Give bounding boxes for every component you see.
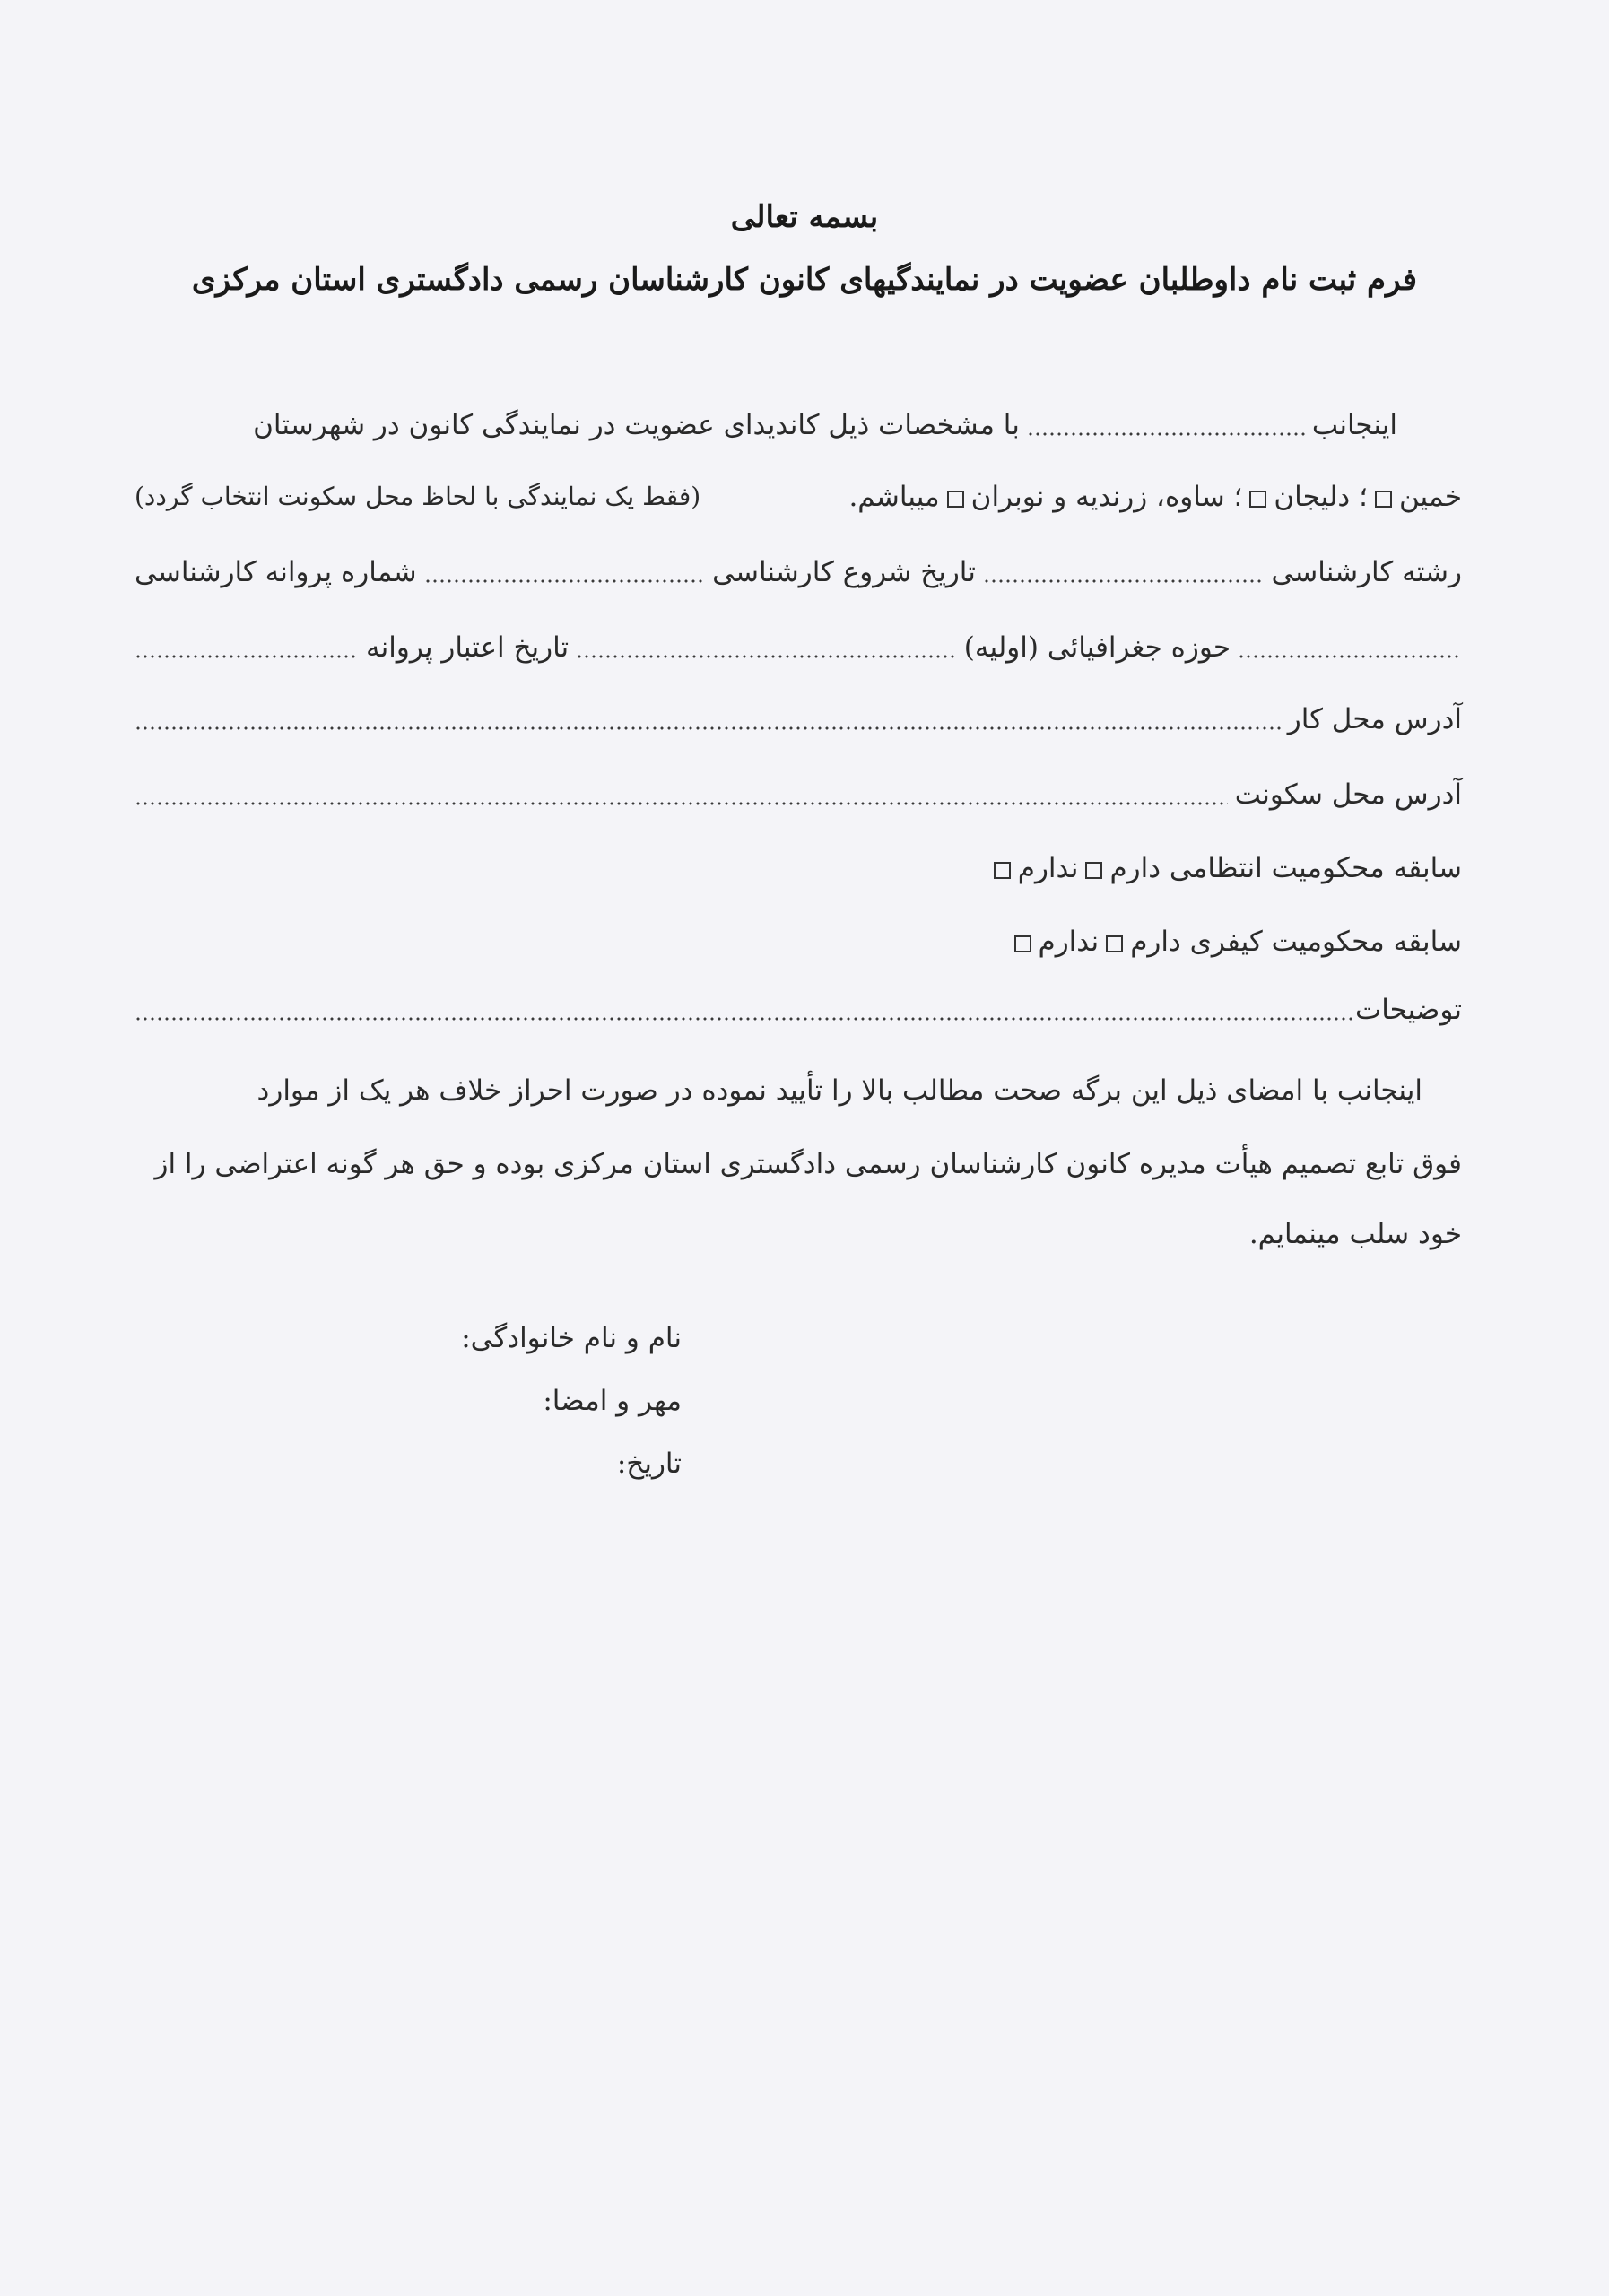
- license-number-field[interactable]: [1238, 652, 1462, 661]
- criminal-yes-checkbox[interactable]: [1106, 935, 1123, 952]
- delijan-label: ؛ دلیجان: [1274, 481, 1368, 513]
- start-date-label: تاریخ شروع کارشناسی: [712, 556, 976, 588]
- declaration-line-1: اینجانب با امضای ذیل این برگه صحت مطالب بالا را تأیید نموده در صورت احراز خلاف هر یک از موارد: [257, 1074, 1422, 1107]
- am-text: میباشم.: [848, 481, 940, 513]
- khomein-checkbox[interactable]: [1375, 491, 1392, 508]
- seal-signature-label: مهر و امضا:: [543, 1385, 682, 1417]
- criminal-yes-label: سابقه محکومیت کیفری دارم: [1130, 926, 1462, 958]
- criminal-no-label: ندارم: [1038, 926, 1100, 958]
- full-name-label: نام و نام خانوادگی:: [461, 1322, 682, 1354]
- delijan-checkbox[interactable]: [1249, 491, 1266, 508]
- disciplinary-record-line: [135, 841, 1462, 895]
- declaration-line-2: فوق تابع تصمیم هیأت مدیره کانون کارشناسان رسمی دادگستری استان مرکزی بوده و حق هر گونه اعتراضی را از: [154, 1148, 1462, 1180]
- declaration-line-3: خود سلب مینمایم.: [1248, 1218, 1462, 1250]
- license-validity-field[interactable]: [135, 652, 359, 661]
- work-address-label: آدرس محل کار: [1287, 703, 1462, 735]
- field-of-expertise-label: رشته کارشناسی: [1271, 556, 1462, 588]
- remarks-label: توضیحات: [1355, 994, 1462, 1026]
- jurisdiction-line: [135, 621, 1462, 674]
- bismillah-heading: بسمه تعالی: [730, 199, 879, 235]
- disciplinary-yes-label: سابقه محکومیت انتظامی دارم: [1109, 852, 1462, 884]
- criminal-no-checkbox[interactable]: [1014, 935, 1031, 952]
- start-date-field[interactable]: [424, 577, 706, 586]
- remarks-field[interactable]: [135, 1014, 1353, 1023]
- applicant-label: اینجانب: [1311, 409, 1397, 441]
- field-of-expertise-field[interactable]: [983, 577, 1265, 586]
- license-number-label: شماره پروانه کارشناسی: [135, 556, 417, 588]
- home-address-line: [135, 768, 1462, 822]
- form-title: فرم ثبت نام داوطلبان عضویت در نمایندگیهای کانون کارشناسان رسمی دادگستری استان مرکزی: [191, 262, 1418, 298]
- candidacy-text: با مشخصات ذیل کاندیدای عضویت در نمایندگی کانون در شهرستان: [253, 409, 1020, 441]
- home-address-label: آدرس محل سکونت: [1234, 778, 1462, 811]
- applicant-name-field[interactable]: [1027, 430, 1305, 439]
- date-label: تاریخ:: [616, 1448, 682, 1480]
- work-address-line: [135, 692, 1462, 746]
- jurisdiction-field[interactable]: [576, 652, 957, 661]
- khomein-label: خمین: [1398, 481, 1462, 513]
- jurisdiction-label: حوزه جغرافیائی (اولیه): [963, 631, 1231, 664]
- home-address-field[interactable]: [135, 799, 1228, 808]
- saveh-label: ؛ ساوه، زرندیه و نوبران: [970, 481, 1243, 513]
- applicant-line: [135, 398, 1462, 452]
- work-address-field[interactable]: [135, 724, 1281, 733]
- selection-note: (فقط یک نمایندگی با لحاظ محل سکونت انتخاب گردد): [135, 482, 701, 511]
- disciplinary-no-label: ندارم: [1017, 852, 1079, 884]
- saveh-checkbox[interactable]: [947, 491, 964, 508]
- disciplinary-yes-checkbox[interactable]: [1085, 862, 1102, 879]
- expertise-line: [135, 545, 1462, 599]
- city-choice-line: [135, 470, 1462, 524]
- criminal-record-line: [135, 915, 1462, 969]
- remarks-line: [135, 983, 1462, 1037]
- disciplinary-no-checkbox[interactable]: [994, 862, 1011, 879]
- license-validity-label: تاریخ اعتبار پروانه: [366, 631, 570, 664]
